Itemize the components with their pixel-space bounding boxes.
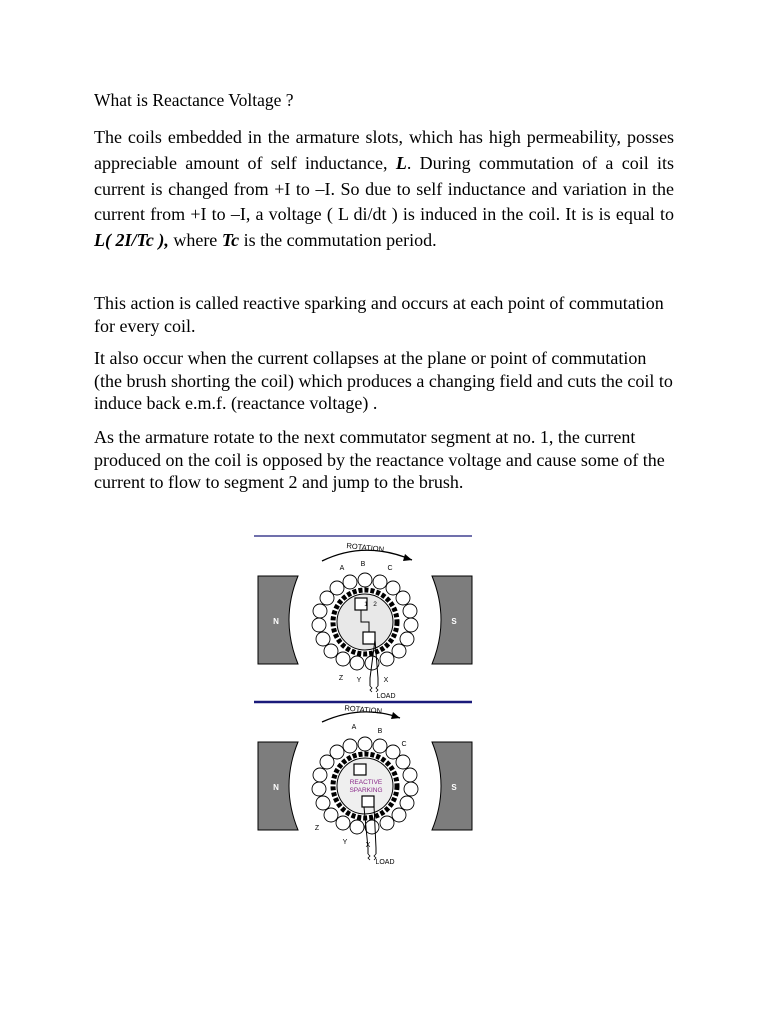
commutation-diagram: [250, 530, 480, 870]
pole-s-label: S: [451, 783, 457, 792]
rotation-arrowhead: [391, 712, 400, 719]
reactive-label: REACTIVE: [349, 779, 383, 786]
reactance-formula: L( 2I/Tc ),: [94, 230, 169, 251]
symbol-l: L: [395, 152, 407, 173]
segment-2-label: 2: [373, 601, 377, 608]
rotation-label: ROTATION: [346, 541, 385, 554]
load-label: LOAD: [376, 693, 396, 700]
coil-y-label: Y: [356, 677, 362, 684]
pole-n-label: N: [273, 617, 279, 626]
coil-b-label: B: [377, 728, 383, 735]
brush-top: [354, 764, 366, 775]
symbol-tc: Tc: [221, 230, 240, 251]
coil-z-label: Z: [314, 825, 320, 832]
paragraph-armature-rotation: As the armature rotate to the next commutator segment at no. 1, the current produced on the coil is opposed by the reactance voltage and cause some of the current to flow to segment 2 and jump to the brush.: [94, 427, 665, 492]
sparking-label: SPARKING: [349, 787, 383, 794]
coil-c-label: C: [401, 741, 407, 748]
paragraph-current-collapse: It also occur when the current collapses at the plane or point of commutation (the brush shorting the coil) which produces a changing field and cuts the coil to induce back e.m.f. (reactance voltage) .: [94, 348, 673, 413]
brush-bottom: [363, 632, 375, 644]
coil-c-label: C: [387, 565, 393, 572]
paragraph1-text-b: . During commutation of a coil its current is changed from +I to –I. So due to self inductance and variation in the current from +I to –I, a voltage ( L di/dt ) is induced in the coil. It is is equal to: [94, 152, 674, 225]
page-heading: What is Reactance Voltage ?: [94, 90, 294, 110]
coil-y-label: Y: [342, 839, 348, 846]
coil-x-label: X: [365, 842, 371, 849]
rotation-arrowhead: [403, 554, 412, 561]
pole-s-label: S: [451, 617, 457, 626]
paragraph1-text-a: The coils embedded in the armature slots, which has high permeability, posses appreciable amount of self inductance,: [94, 127, 674, 173]
diagram-bottom-panel: [254, 702, 472, 866]
paragraph-reactive-sparking: This action is called reactive sparking and occurs at each point of commutation for every coil.: [94, 293, 664, 336]
commutation-figure: [250, 530, 480, 870]
load-label: LOAD: [375, 859, 395, 866]
load-resistor: [370, 686, 378, 692]
paragraph-self-inductance: [94, 125, 674, 254]
coil-a-label: A: [339, 565, 345, 572]
segment-1-label: 1: [364, 601, 368, 608]
paragraph1-text-c: where: [168, 230, 222, 251]
coil-x-label: X: [383, 677, 389, 684]
coil-z-label: Z: [338, 675, 344, 682]
coil-a-label: A: [351, 724, 357, 731]
brush-bottom: [362, 796, 374, 807]
paragraph1-text-d: is the commutation period.: [239, 230, 437, 251]
rotation-label: ROTATION: [344, 703, 383, 716]
pole-n-label: N: [273, 783, 279, 792]
diagram-top-panel: [254, 536, 472, 700]
coil-b-label: B: [360, 561, 366, 568]
